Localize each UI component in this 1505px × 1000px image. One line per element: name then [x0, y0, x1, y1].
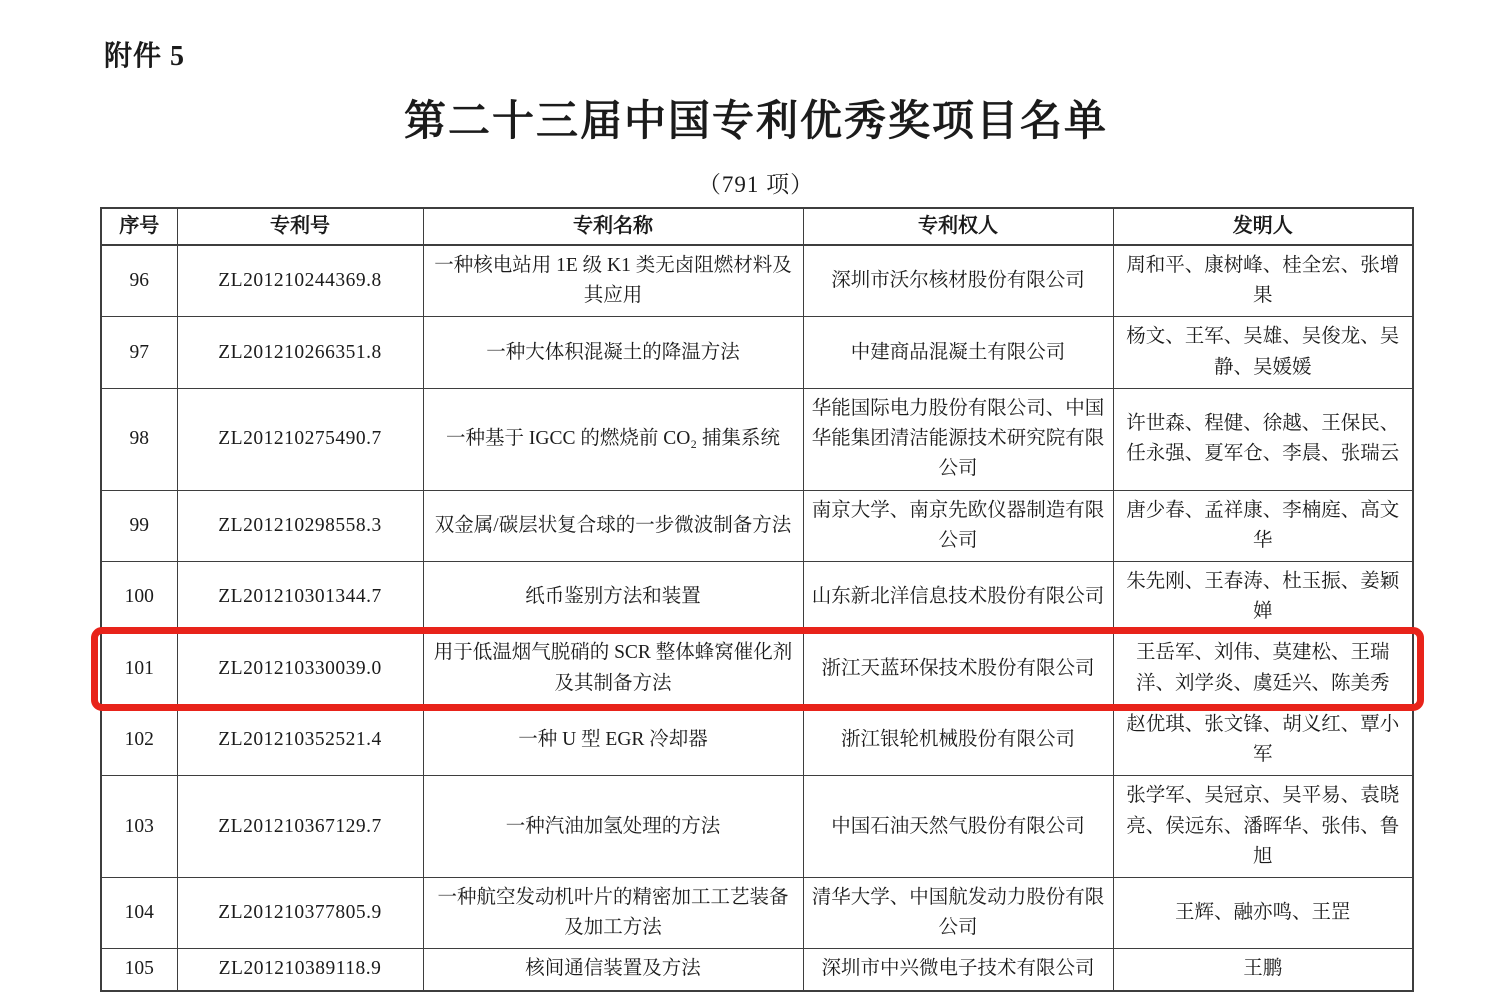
col-header-no: 序号 [101, 208, 177, 245]
cell-patent-no: ZL201210352521.4 [177, 704, 423, 775]
cell-assignee: 浙江天蓝环保技术股份有限公司 [803, 633, 1113, 704]
subtitle-area [100, 166, 1412, 199]
cell-no: 96 [101, 245, 177, 317]
header-row [101, 208, 1413, 245]
cell-assignee: 浙江银轮机械股份有限公司 [803, 704, 1113, 775]
cell-assignee: 华能国际电力股份有限公司、中国华能集团清洁能源技术研究院有限公司 [803, 388, 1113, 490]
cell-patent-no: ZL201210266351.8 [177, 317, 423, 388]
cell-title: 用于低温烟气脱硝的 SCR 整体蜂窝催化剂及其制备方法 [423, 633, 803, 704]
col-header-patent-no: 专利号 [177, 208, 423, 245]
cell-assignee: 山东新北洋信息技术股份有限公司 [803, 561, 1113, 632]
cell-patent-no: ZL201210244369.8 [177, 245, 423, 317]
table-row [101, 633, 1413, 704]
cell-no: 104 [101, 877, 177, 948]
cell-patent-no: ZL201210275490.7 [177, 388, 423, 490]
cell-assignee: 清华大学、中国航发动力股份有限公司 [803, 877, 1113, 948]
cell-no: 103 [101, 776, 177, 878]
cell-inventors: 周和平、康树峰、桂全宏、张增果 [1113, 245, 1413, 317]
col-header-patent-title: 专利名称 [423, 208, 803, 245]
table-row [101, 245, 1413, 317]
table-row [101, 704, 1413, 775]
cell-title: 一种航空发动机叶片的精密加工工艺装备及加工方法 [423, 877, 803, 948]
patent-table [100, 207, 1414, 992]
attachment-label: 附件 5 [104, 41, 186, 72]
cell-no: 102 [101, 704, 177, 775]
table-row [101, 561, 1413, 632]
cell-title: 一种大体积混凝土的降温方法 [423, 317, 803, 388]
cell-patent-no: ZL201210330039.0 [177, 633, 423, 704]
cell-no: 101 [101, 633, 177, 704]
cell-inventors: 杨文、王军、吴雄、吴俊龙、吴静、吴媛媛 [1113, 317, 1413, 388]
table-row [101, 317, 1413, 388]
document-title: 第二十三届中国专利优秀奖项目名单 [403, 99, 1108, 145]
cell-inventors: 张学军、吴冠京、吴平易、袁晓亮、侯远东、潘晖华、张伟、鲁旭 [1113, 776, 1413, 878]
table-header [101, 208, 1413, 245]
cell-assignee: 中国石油天然气股份有限公司 [803, 776, 1113, 878]
table-row [101, 388, 1413, 490]
cell-assignee: 南京大学、南京先欧仪器制造有限公司 [803, 490, 1113, 561]
cell-patent-no: ZL201210367129.7 [177, 776, 423, 878]
cell-inventors: 赵优琪、张文锋、胡义红、覃小军 [1113, 704, 1413, 775]
cell-inventors: 唐少春、孟祥康、李楠庭、高文华 [1113, 490, 1413, 561]
cell-inventors: 王岳军、刘伟、莫建松、王瑞洋、刘学炎、虞廷兴、陈美秀 [1113, 633, 1413, 704]
cell-title: 双金属/碳层状复合球的一步微波制备方法 [423, 490, 803, 561]
cell-no: 100 [101, 561, 177, 632]
cell-title: 纸币鉴别方法和装置 [423, 561, 803, 632]
cell-patent-no: ZL201210377805.9 [177, 877, 423, 948]
cell-title: 一种 U 型 EGR 冷却器 [423, 704, 803, 775]
table-row [101, 949, 1413, 991]
col-header-inventors: 发明人 [1113, 208, 1413, 245]
cell-no: 97 [101, 317, 177, 388]
cell-inventors: 许世森、程健、徐越、王保民、任永强、夏军仓、李晨、张瑞云 [1113, 388, 1413, 490]
cell-title: 核间通信装置及方法 [423, 949, 803, 991]
cell-no: 98 [101, 388, 177, 490]
cell-no: 99 [101, 490, 177, 561]
table-row [101, 877, 1413, 948]
cell-patent-no: ZL201210389118.9 [177, 949, 423, 991]
cell-assignee: 深圳市中兴微电子技术有限公司 [803, 949, 1113, 991]
col-header-assignee: 专利权人 [803, 208, 1113, 245]
cell-title: 一种基于 IGCC 的燃烧前 CO₂ 捕集系统 [423, 388, 803, 490]
cell-inventors: 王鹏 [1113, 949, 1413, 991]
title-area [100, 88, 1412, 148]
cell-title: 一种核电站用 1E 级 K1 类无卤阻燃材料及其应用 [423, 245, 803, 317]
table-row [101, 776, 1413, 878]
cell-inventors: 王辉、融亦鸣、王罡 [1113, 877, 1413, 948]
table-row [101, 490, 1413, 561]
cell-inventors: 朱先刚、王春涛、杜玉振、姜颖婵 [1113, 561, 1413, 632]
cell-assignee: 深圳市沃尔核材股份有限公司 [803, 245, 1113, 317]
table-body [101, 245, 1413, 991]
cell-patent-no: ZL201210301344.7 [177, 561, 423, 632]
cell-title: 一种汽油加氢处理的方法 [423, 776, 803, 878]
project-count: （791 项） [697, 172, 815, 197]
cell-assignee: 中建商品混凝土有限公司 [803, 317, 1113, 388]
cell-patent-no: ZL201210298558.3 [177, 490, 423, 561]
cell-no: 105 [101, 949, 177, 991]
